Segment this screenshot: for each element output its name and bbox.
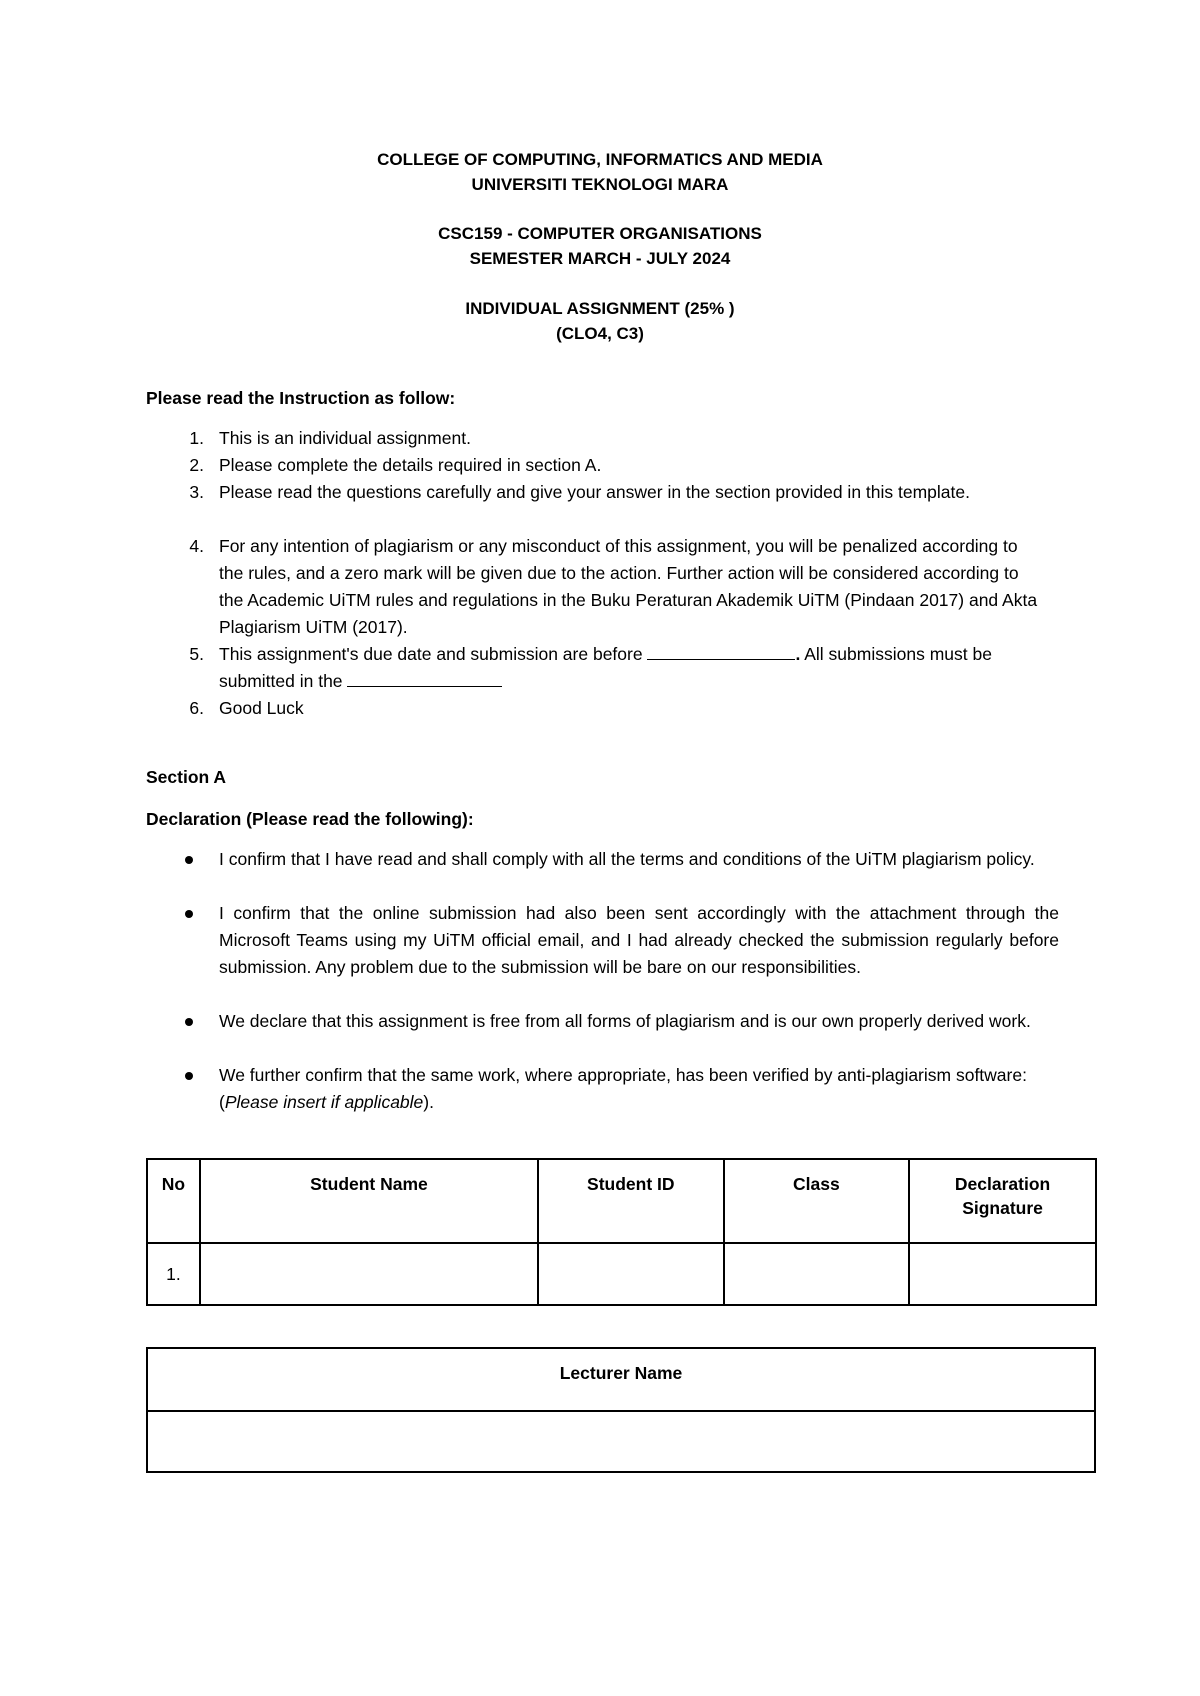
item-number: 5.	[189, 644, 204, 664]
item-number: 6.	[189, 698, 204, 718]
cell-no: 1.	[147, 1243, 200, 1305]
item-number: 3.	[189, 482, 204, 502]
cell-lecturer-name[interactable]	[147, 1411, 1095, 1472]
table-header-row	[147, 1348, 1095, 1411]
assignment-title: INDIVIDUAL ASSIGNMENT (25% )	[465, 299, 735, 318]
bullet-icon	[185, 856, 193, 864]
item-text: This is an individual assignment.	[219, 428, 471, 448]
clo-label: (CLO4, C3)	[556, 324, 644, 343]
student-table	[146, 1158, 1097, 1306]
item-text: For any intention of plagiarism or any misconduct of this assignment, you will be penalized according to the rules, and a zero mark will be given due to the action. Further action will be considered according to the Academic UiTM rules and regulations in the Buku Peraturan Akademik UiTM (Pindaan 2017) and Akta Plagiarism UiTM (2017).	[219, 536, 1038, 637]
item-number: 4.	[189, 536, 204, 556]
col-header-no: No	[147, 1159, 200, 1243]
bullet-text	[219, 1062, 1059, 1116]
university-name: UNIVERSITI TEKNOLOGI MARA	[471, 175, 729, 194]
submission-blank	[347, 669, 502, 687]
col-header-declaration-signature: Declaration Signature	[909, 1159, 1096, 1243]
table-row	[147, 1411, 1095, 1472]
item-number: 2.	[189, 455, 204, 475]
bullet-icon	[185, 910, 193, 918]
course-title: CSC159 - COMPUTER ORGANISATIONS	[438, 224, 762, 243]
submission-text: All submissions must be submitted in the	[219, 644, 992, 691]
table-header-row	[147, 1159, 1096, 1243]
col-header-student-id: Student ID	[538, 1159, 724, 1243]
table-row	[147, 1243, 1096, 1305]
bullet-icon	[185, 1018, 193, 1026]
item-text	[219, 641, 1049, 695]
semester: SEMESTER MARCH - JULY 2024	[469, 249, 731, 268]
cell-student-name[interactable]	[200, 1243, 538, 1305]
bullet-icon	[185, 1072, 193, 1080]
instructions-heading: Please read the Instruction as follow:	[146, 388, 456, 408]
bullet-text-start: We further confirm that the same work, where appropriate, has been verified by anti-plagiarism software: (	[219, 1065, 1027, 1112]
cell-declaration-signature[interactable]	[909, 1243, 1096, 1305]
due-date-period: .	[795, 644, 801, 664]
due-date-text: This assignment's due date and submission are before	[219, 644, 643, 664]
item-text: Please read the questions carefully and give your answer in the section provided in this template.	[219, 482, 970, 502]
cell-class[interactable]	[724, 1243, 910, 1305]
item-text: Please complete the details required in section A.	[219, 455, 602, 475]
bullet-text: I confirm that I have read and shall comply with all the terms and conditions of the UiTM plagiarism policy.	[219, 849, 1035, 869]
lecturer-table	[146, 1347, 1096, 1473]
bullet-text: We declare that this assignment is free from all forms of plagiarism and is our own properly derived work.	[219, 1011, 1031, 1031]
item-number: 1.	[189, 428, 204, 448]
col-header-class: Class	[724, 1159, 910, 1243]
cell-student-id[interactable]	[538, 1243, 724, 1305]
due-date-blank	[647, 642, 795, 660]
col-header-student-name: Student Name	[200, 1159, 538, 1243]
bullet-text-end: ).	[423, 1092, 434, 1112]
col-header-lecturer-name: Lecturer Name	[147, 1348, 1095, 1411]
bullet-text-italic: Please insert if applicable	[224, 1092, 424, 1112]
declaration-heading: Declaration (Please read the following):	[146, 809, 474, 829]
college-name: COLLEGE OF COMPUTING, INFORMATICS AND MEDIA	[377, 150, 823, 169]
item-text: Good Luck	[219, 698, 304, 718]
bullet-text: I confirm that the online submission had also been sent accordingly with the attachment through the Microsoft Teams using my UiTM official email, and I had already checked the submission regularly before submission. Any problem due to the submission will be bare on our responsibilities.	[219, 903, 1059, 977]
section-a-heading: Section A	[146, 767, 227, 787]
